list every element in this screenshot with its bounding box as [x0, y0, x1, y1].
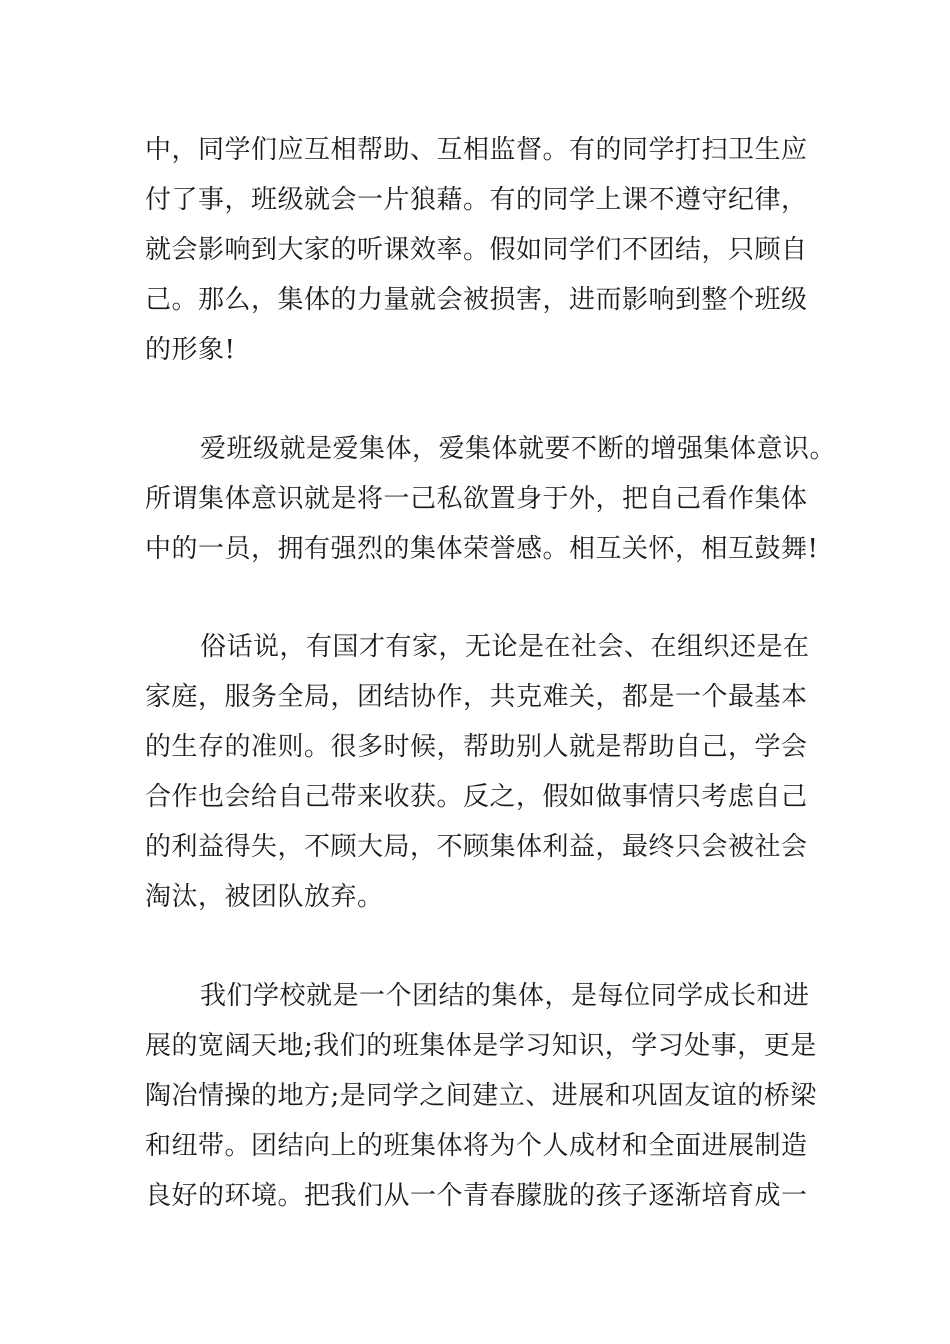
paragraph-1-line-1: 中，同学们应互相帮助、互相监督。有的同学打扫卫生应 [145, 135, 808, 165]
paragraph-4-line-2: 展的宽阔天地;我们的班集体是学习知识，学习处事，更是 [145, 1031, 817, 1061]
paragraph-3-line-5: 的利益得失，不顾大局，不顾集体利益，最终只会被社会 [145, 832, 808, 862]
paragraph-2-line-2: 所谓集体意识就是将一己私欲置身于外，把自己看作集体 [145, 484, 808, 514]
paragraph-3-line-6: 淘汰，被团队放弃。 [145, 882, 384, 912]
paragraph-2-line-1: 爱班级就是爱集体，爱集体就要不断的增强集体意识。 [200, 434, 837, 464]
paragraph-4-line-4: 和纽带。团结向上的班集体将为个人成材和全面进展制造 [145, 1131, 808, 1161]
paragraph-4-line-3: 陶冶情操的地方;是同学之间建立、进展和巩固友谊的桥梁 [145, 1081, 817, 1111]
paragraph-1-line-3: 就会影响到大家的听课效率。假如同学们不团结，只顾自 [145, 235, 808, 265]
paragraph-2-line-3: 中的一员，拥有强烈的集体荣誉感。相互关怀，相互鼓舞! [145, 534, 819, 564]
paragraph-3-line-3: 的生存的准则。很多时候，帮助别人就是帮助自己，学会 [145, 732, 808, 762]
paragraph-3-line-1: 俗话说，有国才有家，无论是在社会、在组织还是在 [200, 632, 810, 662]
paragraph-3-line-4: 合作也会给自己带来收获。反之，假如做事情只考虑自己 [145, 782, 808, 812]
paragraph-1-line-5: 的形象! [145, 335, 236, 365]
paragraph-1-line-4: 己。那么，集体的力量就会被损害，进而影响到整个班级 [145, 285, 808, 315]
paragraph-1-line-2: 付了事，班级就会一片狼藉。有的同学上课不遵守纪律， [145, 185, 808, 215]
paragraph-4-line-5: 良好的环境。把我们从一个青春朦胧的孩子逐渐培育成一 [145, 1181, 808, 1211]
paragraph-3-line-2: 家庭，服务全局，团结协作，共克难关，都是一个最基本 [145, 682, 808, 712]
paragraph-4-line-1: 我们学校就是一个团结的集体，是每位同学成长和进 [200, 981, 810, 1011]
